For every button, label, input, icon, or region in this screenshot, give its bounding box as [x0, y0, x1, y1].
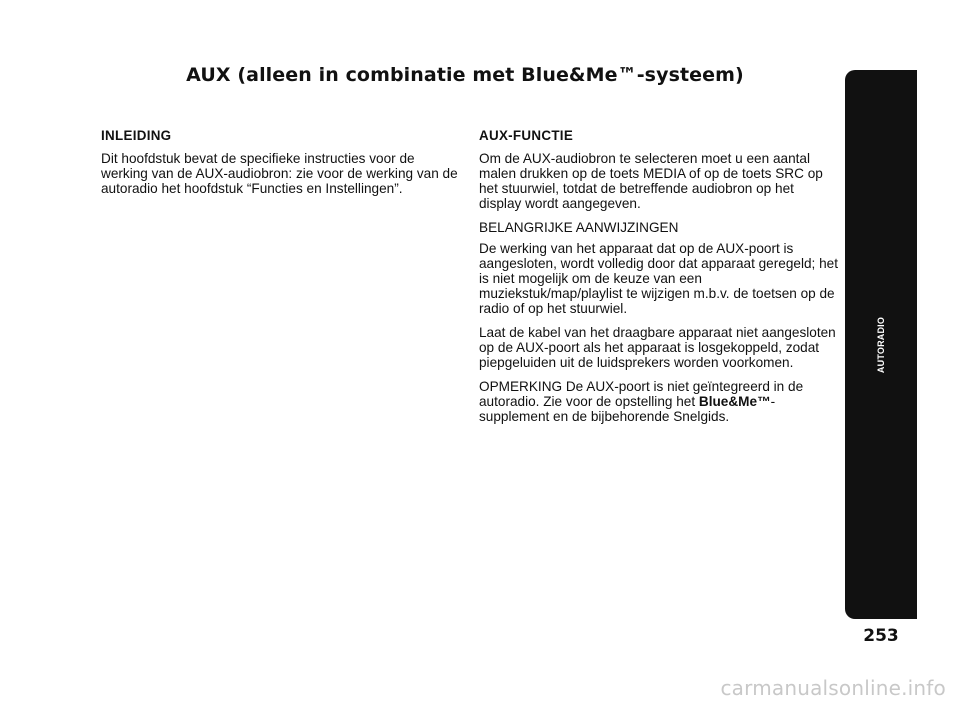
cable-note-paragraph: Laat de kabel van het draagbare apparaat niet aangesloten op de AUX-poort als het apparaat is losgekoppeld, zodat piepgeluiden uit de luidsprekers worden voorkomen.	[479, 325, 836, 370]
remark-paragraph	[479, 379, 839, 424]
aux-function-paragraph: Om de AUX-audiobron te selecteren moet u een aantal malen drukken op de toets MEDIA of op de toets SRC op het stuurwiel, totdat de betreffende audiobron op het display wordt aangegeven.	[479, 151, 823, 211]
intro-paragraph: Dit hoofdstuk bevat de specifieke instructies voor de werking van de AUX-audiobron: zie voor de werking van de autoradio het hoofdstuk “Functies en Instellingen”.	[101, 151, 458, 196]
remark-end: -supplement en de bijbehorende Snelgids.	[479, 394, 776, 424]
remark-text: OPMERKING De AUX-poort is niet geïntegreerd in de autoradio. Zie voor de opstelling het	[479, 379, 804, 409]
watermark: carmanualsonline.info	[720, 676, 946, 700]
side-tab-label: AUTORADIO	[876, 316, 886, 373]
section-heading-aux-functie: AUX-FUNCTIE	[479, 128, 574, 143]
page-number: 253	[863, 626, 899, 646]
left-column	[101, 128, 463, 205]
section-heading-inleiding: INLEIDING	[101, 128, 172, 143]
important-notes-heading: BELANGRIJKE AANWIJZINGEN	[479, 220, 679, 235]
operation-note-paragraph: De werking van het apparaat dat op de AUX-poort is aangesloten, wordt volledig door dat apparaat geregeld; het is niet mogelijk om de keuze van een muziekstuk/map/playlist te wijzigen m.b.v. de toetsen op de radio of op het stuurwiel.	[479, 241, 838, 316]
right-column	[479, 128, 839, 433]
section-side-tab	[845, 70, 917, 619]
remark-brand: Blue&Me™	[698, 394, 771, 409]
page-title: AUX (alleen in combinatie met Blue&Me™-systeem)	[186, 64, 744, 86]
